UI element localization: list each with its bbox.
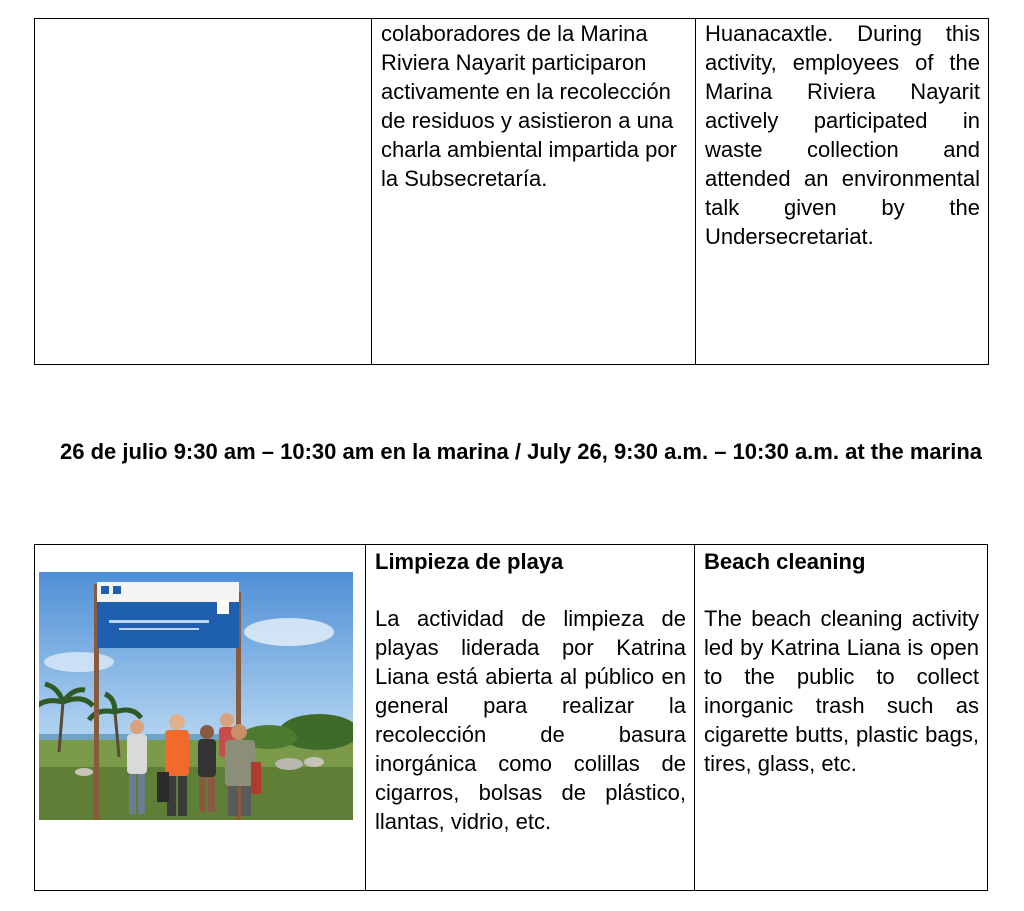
spanish-cell xyxy=(372,19,696,365)
beach-cleaning-photo xyxy=(39,572,353,820)
english-cell xyxy=(696,19,989,365)
event-date-heading: 26 de julio 9:30 am – 10:30 am en la marina / July 26, 9:30 a.m. – 10:30 a.m. at the marina xyxy=(60,439,983,464)
empty-photo-cell xyxy=(35,19,372,365)
english-cell xyxy=(695,545,988,891)
spanish-description: La actividad de limpieza de playas liderada por Katrina Liana está abierta al público en general para realizar la recolección de basura inorgánica como colillas de cigarros, bolsas de plástico, llantas, vidrio, etc. xyxy=(375,606,686,834)
english-title: Beach cleaning xyxy=(704,549,866,574)
spanish-title: Limpieza de playa xyxy=(375,549,564,574)
photo-cell xyxy=(35,545,366,891)
activity-table-1 xyxy=(34,18,989,365)
spanish-description: colaboradores de la Marina Riviera Nayarit participaron activamente en la recolección de residuos y asistieron a una charla ambiental impartida por la Subsecretaría. xyxy=(381,21,677,191)
english-description: The beach cleaning activity led by Katrina Liana is open to the public to collect inorganic trash such as cigarette butts, plastic bags, tires, glass, etc. xyxy=(704,606,979,776)
spanish-cell xyxy=(366,545,695,891)
english-description: Huanacaxtle. During this activity, employees of the Marina Riviera Nayarit actively participated in waste collection and attended an environmental talk given by the Undersecretariat. xyxy=(705,21,980,249)
activity-table-2 xyxy=(34,544,988,891)
